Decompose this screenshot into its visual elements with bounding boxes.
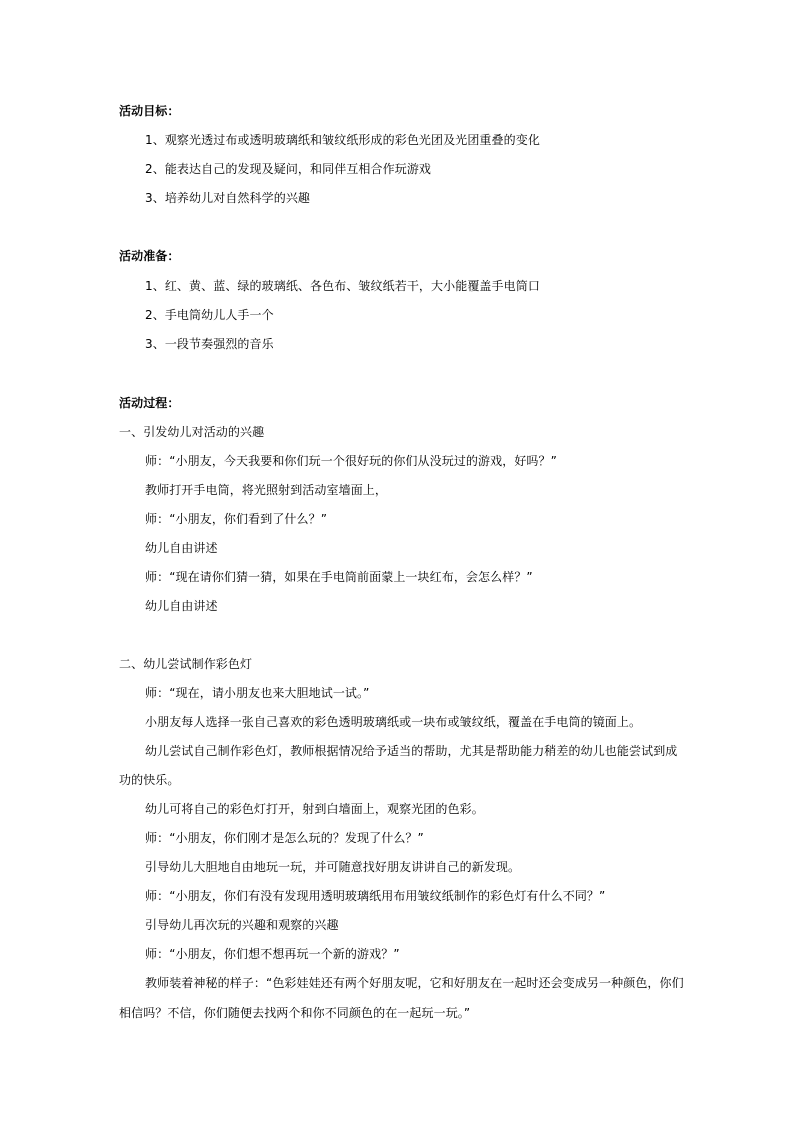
- section1-line-3: 师：“小朋友，你们看到了什么？”: [145, 512, 328, 526]
- preparation-item-2: 2、手电筒幼儿人手一个: [145, 308, 274, 322]
- goal-item-3: 3、培养幼儿对自然科学的兴趣: [145, 191, 311, 205]
- section2-line-12: 相信吗？不信，你们随便去找两个和你不同颜色的在一起玩一玩。”: [119, 1006, 471, 1020]
- goal-item-2: 2、能表达自己的发现及疑问，和同伴互相合作玩游戏: [145, 162, 432, 176]
- section1-title: 一、引发幼儿对活动的兴趣: [119, 425, 265, 439]
- section2-line-11: 教师装着神秘的样子：“色彩娃娃还有两个好朋友呢，它和好朋友在一起时还会变成另一种颜色，你们: [145, 976, 684, 990]
- section2-line-3: 幼儿尝试自己制作彩色灯，教师根据情况给予适当的帮助，尤其是帮助能力稍差的幼儿也能尝试到成: [145, 744, 678, 758]
- section2-line-7: 引导幼儿大胆地自由地玩一玩，并可随意找好朋友讲讲自己的新发现。: [145, 860, 521, 874]
- section2-line-8: 师：“小朋友，你们有没有发现用透明玻璃纸用布用皱纹纸制作的彩色灯有什么不同？”: [145, 889, 606, 903]
- section1-line-4: 幼儿自由讲述: [145, 541, 218, 555]
- section2-line-5: 幼儿可将自己的彩色灯打开，射到白墙面上，观察光团的色彩。: [145, 802, 484, 816]
- preparation-item-1: 1、红、黄、蓝、绿的玻璃纸、各色布、皱纹纸若干，大小能覆盖手电筒口: [145, 279, 540, 293]
- section2-line-4: 功的快乐。: [119, 773, 180, 787]
- goals-heading: 活动目标：: [119, 104, 180, 118]
- process-heading: 活动过程：: [119, 396, 180, 410]
- section2-line-2: 小朋友每人选择一张自己喜欢的彩色透明玻璃纸或一块布或皱纹纸，覆盖在手电筒的镜面上。: [145, 715, 642, 729]
- section2-line-10: 师：“小朋友，你们想不想再玩一个新的游戏？”: [145, 947, 400, 961]
- section2-line-6: 师：“小朋友，你们刚才是怎么玩的？发现了什么？”: [145, 831, 424, 845]
- section2-line-1: 师：“现在，请小朋友也来大胆地试一试。”: [145, 686, 370, 700]
- section2-line-9: 引导幼儿再次玩的兴趣和观察的兴趣: [145, 918, 339, 932]
- section1-line-6: 幼儿自由讲述: [145, 599, 218, 613]
- goal-item-1: 1、观察光透过布或透明玻璃纸和皱纹纸形成的彩色光团及光团重叠的变化: [145, 133, 540, 147]
- section1-line-1: 师：“小朋友，今天我要和你们玩一个很好玩的你们从没玩过的游戏，好吗？”: [145, 454, 557, 468]
- section1-line-2: 教师打开手电筒，将光照射到活动室墙面上，: [145, 483, 388, 497]
- section1-line-5: 师：“现在请你们猜一猜，如果在手电筒前面蒙上一块红布，会怎么样？”: [145, 570, 533, 584]
- preparation-heading: 活动准备：: [119, 249, 180, 263]
- preparation-item-3: 3、一段节奏强烈的音乐: [145, 337, 274, 351]
- section2-title: 二、幼儿尝试制作彩色灯: [119, 657, 253, 671]
